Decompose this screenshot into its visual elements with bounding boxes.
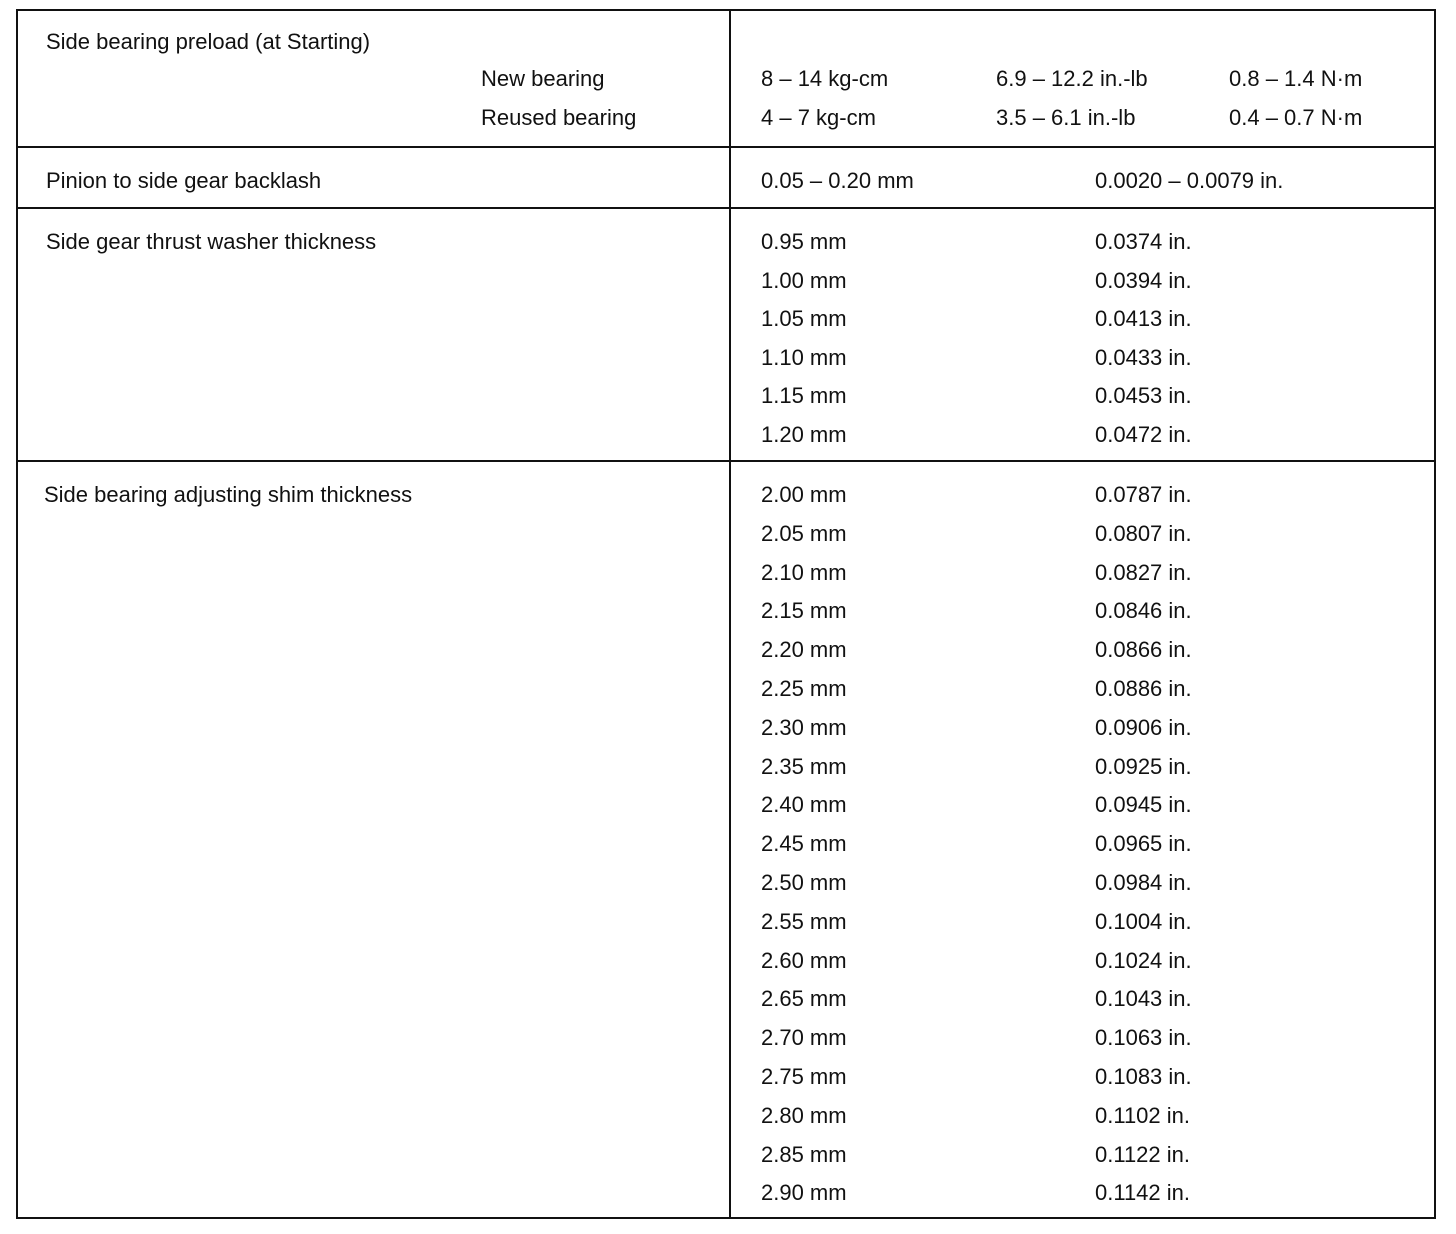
washer-mm-value: 1.20 mm	[761, 422, 847, 447]
shim-inch-value: 0.0807 in.	[1095, 520, 1192, 546]
shim-inch-value: 0.1142 in.	[1095, 1180, 1191, 1206]
preload-new-inlb: 6.9 – 12.2 in.-lb	[996, 66, 1148, 91]
preload-new-label: New bearing	[481, 66, 605, 91]
washer-label: Side gear thrust washer thickness	[46, 229, 377, 254]
shim-mm-value: 2.70 mm	[761, 1025, 847, 1051]
shim-inch-value: 0.0984 in.	[1095, 870, 1192, 895]
washer-mm-value: 0.95 mm	[761, 229, 847, 254]
shim-inch-value: 0.0965 in.	[1095, 831, 1192, 857]
shim-mm-value: 2.85 mm	[761, 1141, 847, 1167]
shim-mm-value: 2.60 mm	[761, 947, 847, 973]
backlash-inch: 0.0020 – 0.0079 in.	[1095, 168, 1284, 193]
shim-inch-value: 0.0787 in.	[1095, 482, 1192, 507]
shim-mm-value: 2.40 mm	[761, 792, 847, 818]
shim-label: Side bearing adjusting shim thickness	[44, 482, 413, 507]
shim-inch-value: 0.0925 in.	[1095, 753, 1192, 779]
shim-mm-value: 2.75 mm	[761, 1064, 847, 1089]
row-divider	[16, 146, 1436, 148]
preload-reused-nm: 0.4 – 0.7 N·m	[1229, 105, 1363, 130]
shim-inch-value: 0.1083 in.	[1095, 1064, 1192, 1089]
preload-reused-kgcm: 4 – 7 kg-cm	[761, 105, 876, 130]
washer-mm-value: 1.05 mm	[761, 306, 847, 332]
washer-mm-value: 1.00 mm	[761, 267, 847, 293]
shim-inch-value: 0.1063 in.	[1095, 1025, 1192, 1051]
shim-mm-value: 2.00 mm	[761, 482, 847, 507]
shim-mm-value: 2.45 mm	[761, 831, 847, 857]
shim-inch-value: 0.1024 in.	[1095, 947, 1192, 973]
shim-mm-value: 2.20 mm	[761, 637, 847, 663]
shim-mm-value: 2.65 mm	[761, 986, 847, 1012]
shim-inch-value: 0.1102 in.	[1095, 1102, 1191, 1128]
shim-inch-value: 0.0846 in.	[1095, 598, 1192, 624]
backlash-mm: 0.05 – 0.20 mm	[761, 168, 914, 193]
row-divider	[16, 460, 1436, 462]
washer-inch-value: 0.0413 in.	[1095, 306, 1192, 332]
shim-mm-value: 2.25 mm	[761, 676, 847, 701]
washer-inch-value: 0.0472 in.	[1095, 422, 1192, 447]
shim-mm-value: 2.35 mm	[761, 753, 847, 779]
preload-reused-label: Reused bearing	[481, 105, 637, 130]
washer-mm-value: 1.15 mm	[761, 383, 847, 409]
shim-mm-value: 2.10 mm	[761, 559, 847, 585]
shim-inch-value: 0.1122 in.	[1095, 1141, 1191, 1167]
shim-inch-value: 0.0866 in.	[1095, 637, 1192, 663]
preload-reused-inlb: 3.5 – 6.1 in.-lb	[996, 105, 1136, 130]
preload-new-nm: 0.8 – 1.4 N·m	[1229, 66, 1363, 91]
washer-inch-value: 0.0394 in.	[1095, 267, 1192, 293]
shim-inch-value: 0.1004 in.	[1095, 908, 1192, 934]
shim-inch-value: 0.0906 in.	[1095, 714, 1192, 740]
shim-mm-value: 2.05 mm	[761, 520, 847, 546]
shim-mm-value: 2.30 mm	[761, 714, 847, 740]
preload-new-kgcm: 8 – 14 kg-cm	[761, 66, 889, 91]
preload-label: Side bearing preload (at Starting)	[46, 29, 371, 54]
washer-inch-value: 0.0433 in.	[1095, 344, 1192, 370]
shim-inch-value: 0.0827 in.	[1095, 559, 1192, 585]
column-divider	[729, 9, 731, 1219]
backlash-label: Pinion to side gear backlash	[46, 168, 322, 193]
shim-inch-value: 0.0945 in.	[1095, 792, 1192, 818]
row-divider	[16, 207, 1436, 209]
shim-mm-value: 2.55 mm	[761, 908, 847, 934]
shim-mm-value: 2.80 mm	[761, 1102, 847, 1128]
shim-inch-value: 0.0886 in.	[1095, 676, 1192, 701]
shim-mm-value: 2.50 mm	[761, 870, 847, 895]
shim-mm-value: 2.15 mm	[761, 598, 847, 624]
washer-inch-value: 0.0374 in.	[1095, 229, 1192, 254]
washer-mm-value: 1.10 mm	[761, 344, 847, 370]
shim-mm-value: 2.90 mm	[761, 1180, 847, 1206]
shim-inch-value: 0.1043 in.	[1095, 986, 1192, 1012]
washer-inch-value: 0.0453 in.	[1095, 383, 1192, 409]
